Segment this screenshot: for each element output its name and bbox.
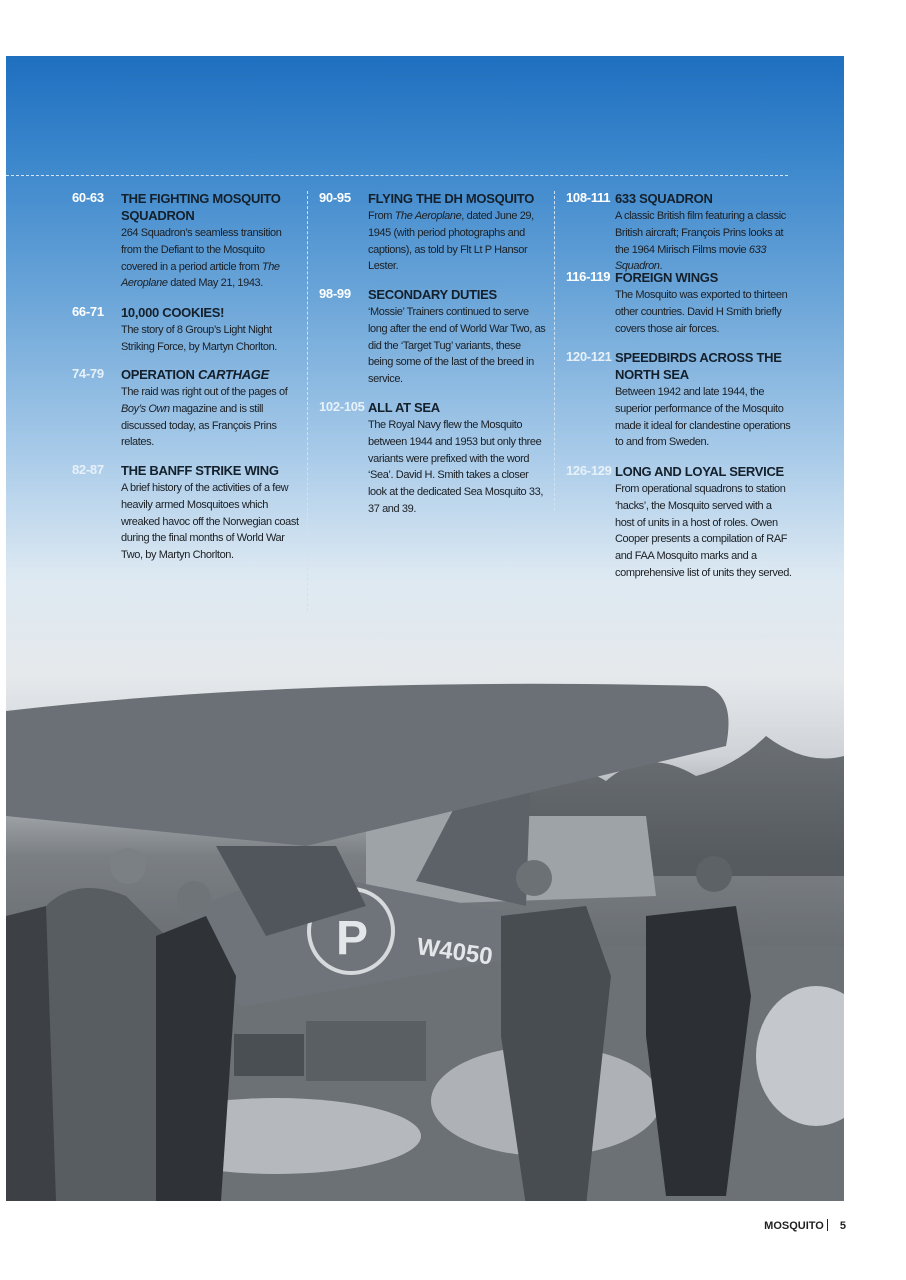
magazine-name: MOSQUITO xyxy=(764,1220,824,1232)
person-silhouette xyxy=(46,888,166,1201)
page-number: 5 xyxy=(839,1220,846,1232)
entry-title: THE FIGHTING MOSQUITO SQUADRON xyxy=(121,191,281,223)
dashed-divider xyxy=(6,175,788,176)
person-head xyxy=(696,856,732,892)
entry-title: 10,000 COOKIES! xyxy=(121,305,225,320)
person-head xyxy=(516,860,552,896)
entry-title: THE BANFF STRIKE WING xyxy=(121,463,279,478)
entry-title: ALL AT SEA xyxy=(368,400,440,415)
person-head xyxy=(177,881,211,915)
entry-title: SECONDARY DUTIES xyxy=(368,287,497,302)
entry-description: From The Aeroplane, dated June 29, 1945 (with period photographs and captions), as told by Flt Lt P Hansor Lester. xyxy=(368,210,534,273)
entry-title: 633 SQUADRON xyxy=(615,191,713,206)
page-range: 60-63 xyxy=(72,190,104,205)
entry-description: Between 1942 and late 1944, the superior performance of the Mosquito made it ideal for clandestine operations to and from Sweden. xyxy=(615,386,791,449)
contents-entry xyxy=(72,190,302,302)
page-range: 116-119 xyxy=(566,269,611,284)
entry-description: The Royal Navy flew the Mosquito between 1944 and 1953 but only three variants were prefixed with the word ‘Sea’. David H. Smith takes a closer look at the dedicated Sea Mosquito 33, 37 and 39. xyxy=(368,419,543,515)
contents-entry xyxy=(566,269,796,339)
entry-description: The story of 8 Group’s Light Night Striking Force, by Martyn Chorlton. xyxy=(121,324,277,353)
entry-title: SPEEDBIRDS ACROSS THE NORTH SEA xyxy=(615,350,782,382)
page-range: 102-105 xyxy=(319,399,365,414)
entry-description: The raid was right out of the pages of Boy’s Own magazine and is still discussed today, as François Prins relates. xyxy=(121,386,288,449)
person-head xyxy=(110,848,146,884)
entry-description: From operational squadrons to station ‘hacks’, the Mosquito served with a host of units in a host of roles. Owen Cooper presents a compilation of RAF and FAA Mosquito marks and a comprehensive list of units they served. xyxy=(615,483,792,579)
entry-description: 264 Squadron’s seamless transition from the Defiant to the Mosquito covered in a period article from The Aeroplane dated May 21, 1943. xyxy=(121,227,282,290)
contents-entry xyxy=(319,190,549,280)
entry-title: LONG AND LOYAL SERVICE xyxy=(615,464,784,479)
column-separator xyxy=(554,191,555,511)
contents-entry xyxy=(319,399,549,519)
contents-entry xyxy=(566,463,796,588)
page-range: 108-111 xyxy=(566,190,611,205)
page-range: 126-129 xyxy=(566,463,612,478)
entry-title: FLYING THE DH MOSQUITO xyxy=(368,191,535,206)
page-range: 82-87 xyxy=(72,462,104,477)
entry-description: A brief history of the activities of a few heavily armed Mosquitoes which wreaked havoc off the Norwegian coast during the final months of World War Two, by Martyn Chorlton. xyxy=(121,482,299,562)
contents-entry xyxy=(566,349,796,454)
footer-divider xyxy=(827,1219,828,1231)
entry-title: FOREIGN WINGS xyxy=(615,270,718,285)
airfield-photo xyxy=(6,616,844,1201)
cover-photo-panel xyxy=(6,56,844,1201)
entry-description: The Mosquito was exported to thirteen other countries. David H Smith briefly covers those air forces. xyxy=(615,289,788,335)
aircraft-serial: W4050 xyxy=(415,933,495,971)
contents-entry xyxy=(72,304,302,359)
page-range: 66-71 xyxy=(72,304,104,319)
page-footer xyxy=(764,1219,846,1232)
crate xyxy=(306,1021,426,1081)
crate xyxy=(234,1034,304,1076)
contents-entry xyxy=(72,462,302,572)
entry-description: A classic British film featuring a classic British aircraft; François Prins looks at the 1964 Mirisch Films movie 633 Squadron. xyxy=(615,210,786,273)
contents-entry xyxy=(566,190,796,273)
entry-title: OPERATION CARTHAGE xyxy=(121,367,269,382)
page-range: 98-99 xyxy=(319,286,351,301)
entry-description: ‘Mossie’ Trainers continued to serve long after the end of World War Two, as did the ‘Target Tug’ variants, these being some of the last of the breed in service. xyxy=(368,306,546,386)
column-separator xyxy=(307,191,308,611)
contents-entry xyxy=(319,286,549,391)
page-range: 90-95 xyxy=(319,190,351,205)
page-range: 120-121 xyxy=(566,349,612,364)
roundel-letter: P xyxy=(336,912,369,965)
contents-entry xyxy=(72,366,302,456)
page-range: 74-79 xyxy=(72,366,104,381)
